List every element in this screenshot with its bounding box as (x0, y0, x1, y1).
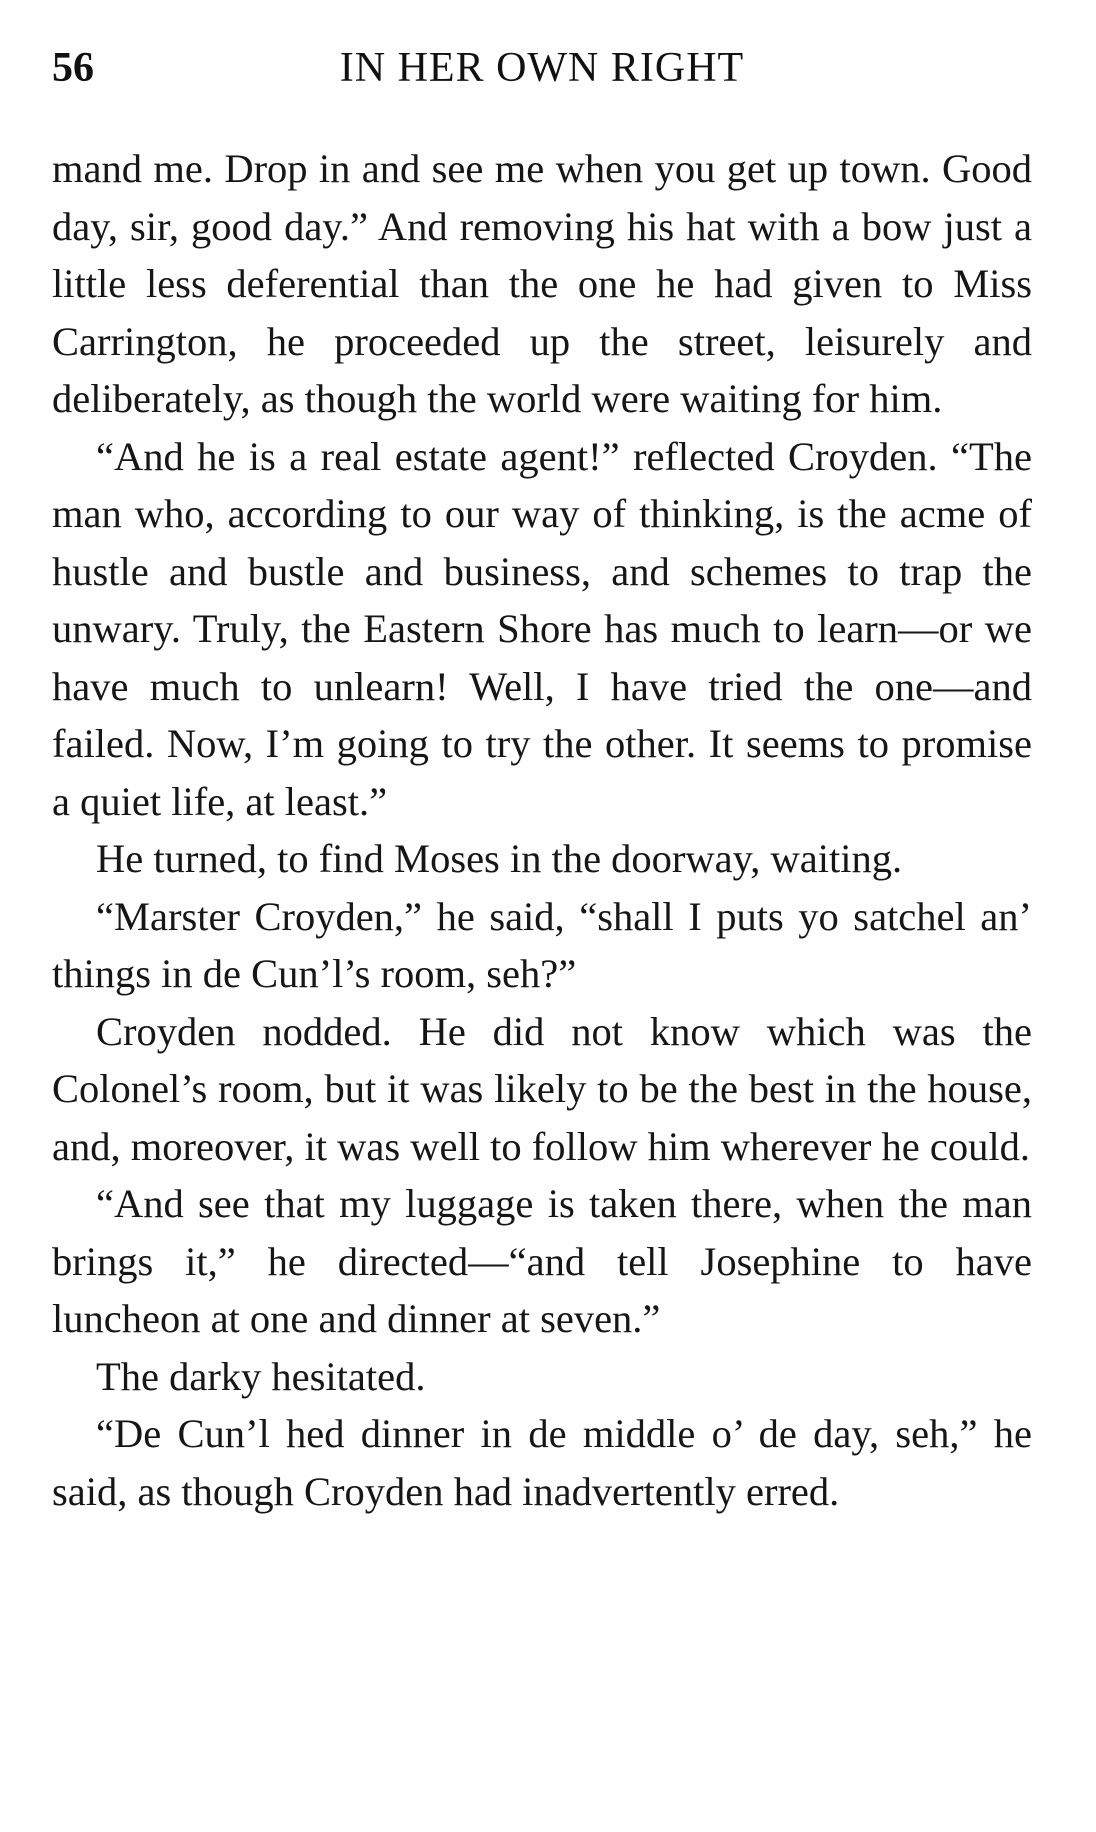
paragraph-marster-croyden: “Marster Croyden,” he said, “shall I puts yo satchel an’ things in de Cun’l’s room, seh?” (52, 893, 1032, 996)
paragraph-continued: mand me. Drop in and see me when you get up town. Good day, sir, good day.” And removing his hat with a bow just a little less deferential than the one he had given to Miss Carrington, he proceeded up the street, leisurely and deliberately, as though the world were waiting for him. (52, 146, 1032, 421)
paragraph-moses-waiting: He turned, to find Moses in the doorway, waiting. (96, 836, 903, 881)
page-number: 56 (52, 45, 94, 91)
paragraph-croyden-nodded: Croyden nodded. He did not know which was the Colonel’s room, but it was likely to be the best in the house, and, moreover, it was well to follow him wherever he could. (52, 1008, 1032, 1169)
paragraph-dinner-middle-of-day: “De Cun’l hed dinner in de middle o’ de day, seh,” he said, as though Croyden had inadvertently erred. (52, 1411, 1032, 1514)
body-text (52, 140, 1032, 1520)
paragraph-darky-hesitated: The darky hesitated. (96, 1353, 426, 1399)
page-header (52, 44, 1032, 94)
running-title: IN HER OWN RIGHT (339, 45, 745, 91)
paragraph-real-estate-agent: “And he is a real estate agent!” reflected Croyden. “The man who, according to our way of thinking, is the acme of hustle and bustle and business, and schemes to trap the unwary. Truly, the Eastern Shore has much to learn—or we have much to unlearn! Well, I have tried the one—and failed. Now, I’m going to try the other. It seems to promise a quiet life, at least.” (52, 433, 1032, 824)
paragraph-luggage: “And see that my luggage is taken there, when the man brings it,” he directed—“and tell Josephine to have luncheon at one and dinner at seven.” (52, 1181, 1032, 1341)
